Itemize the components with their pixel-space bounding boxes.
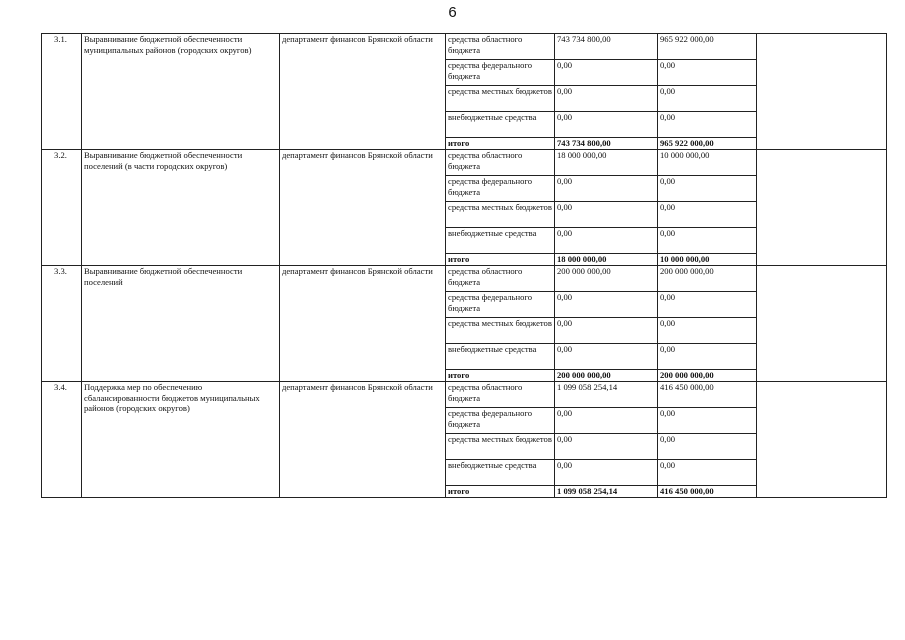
amount-year-2: 200 000 000,00 <box>658 266 757 292</box>
amount-year-1: 743 734 800,00 <box>555 138 658 150</box>
amount-year-2: 0,00 <box>658 112 757 138</box>
empty-column <box>757 382 887 498</box>
funding-source-label: внебюджетные средства <box>446 344 555 370</box>
amount-year-1: 0,00 <box>555 60 658 86</box>
empty-column <box>757 150 887 266</box>
amount-year-1: 0,00 <box>555 112 658 138</box>
funding-source-label: средства федерального бюджета <box>446 292 555 318</box>
funding-source-label: средства областного бюджета <box>446 382 555 408</box>
item-executor: департамент финансов Брянской области <box>280 382 446 498</box>
item-executor: департамент финансов Брянской области <box>280 34 446 150</box>
amount-year-2: 0,00 <box>658 408 757 434</box>
item-executor: департамент финансов Брянской области <box>280 150 446 266</box>
item-number: 3.2. <box>42 150 82 266</box>
amount-year-1: 0,00 <box>555 228 658 254</box>
item-number: 3.4. <box>42 382 82 498</box>
amount-year-2: 0,00 <box>658 228 757 254</box>
table-row <box>42 382 887 408</box>
funding-source-label: средства местных бюджетов <box>446 86 555 112</box>
amount-year-2: 0,00 <box>658 60 757 86</box>
table-row <box>42 266 887 292</box>
amount-year-1: 18 000 000,00 <box>555 254 658 266</box>
funding-source-label: средства местных бюджетов <box>446 318 555 344</box>
amount-year-2: 0,00 <box>658 434 757 460</box>
amount-year-2: 0,00 <box>658 460 757 486</box>
funding-source-label: средства областного бюджета <box>446 266 555 292</box>
amount-year-1: 1 099 058 254,14 <box>555 486 658 498</box>
amount-year-2: 10 000 000,00 <box>658 254 757 266</box>
funding-source-label: итого <box>446 254 555 266</box>
empty-column <box>757 34 887 150</box>
amount-year-2: 416 450 000,00 <box>658 382 757 408</box>
amount-year-2: 0,00 <box>658 176 757 202</box>
funding-source-label: средства местных бюджетов <box>446 434 555 460</box>
amount-year-2: 0,00 <box>658 318 757 344</box>
amount-year-1: 0,00 <box>555 434 658 460</box>
item-name: Выравнивание бюджетной обеспеченности поселений <box>82 266 280 382</box>
amount-year-2: 0,00 <box>658 344 757 370</box>
amount-year-1: 1 099 058 254,14 <box>555 382 658 408</box>
amount-year-2: 0,00 <box>658 292 757 318</box>
item-name: Выравнивание бюджетной обеспеченности муниципальных районов (городских округов) <box>82 34 280 150</box>
amount-year-1: 0,00 <box>555 292 658 318</box>
funding-source-label: средства областного бюджета <box>446 34 555 60</box>
amount-year-1: 0,00 <box>555 460 658 486</box>
funding-source-label: внебюджетные средства <box>446 228 555 254</box>
table-row <box>42 34 887 60</box>
funding-source-label: внебюджетные средства <box>446 460 555 486</box>
amount-year-1: 743 734 800,00 <box>555 34 658 60</box>
table-row <box>42 150 887 176</box>
funding-source-label: итого <box>446 370 555 382</box>
amount-year-1: 18 000 000,00 <box>555 150 658 176</box>
amount-year-2: 0,00 <box>658 86 757 112</box>
funding-source-label: внебюджетные средства <box>446 112 555 138</box>
amount-year-1: 200 000 000,00 <box>555 266 658 292</box>
funding-source-label: средства федерального бюджета <box>446 408 555 434</box>
amount-year-1: 200 000 000,00 <box>555 370 658 382</box>
funding-source-label: средства федерального бюджета <box>446 176 555 202</box>
budget-table-body <box>42 34 887 498</box>
amount-year-2: 0,00 <box>658 202 757 228</box>
funding-source-label: средства местных бюджетов <box>446 202 555 228</box>
amount-year-1: 0,00 <box>555 202 658 228</box>
funding-source-label: средства федерального бюджета <box>446 60 555 86</box>
amount-year-1: 0,00 <box>555 344 658 370</box>
item-number: 3.3. <box>42 266 82 382</box>
item-executor: департамент финансов Брянской области <box>280 266 446 382</box>
item-name: Поддержка мер по обеспечению сбалансированности бюджетов муниципальных районов (городских округов) <box>82 382 280 498</box>
item-name: Выравнивание бюджетной обеспеченности поселений (в части городских округов) <box>82 150 280 266</box>
amount-year-2: 965 922 000,00 <box>658 34 757 60</box>
funding-source-label: средства областного бюджета <box>446 150 555 176</box>
page-number: 6 <box>448 4 457 21</box>
amount-year-1: 0,00 <box>555 318 658 344</box>
amount-year-2: 10 000 000,00 <box>658 150 757 176</box>
amount-year-1: 0,00 <box>555 176 658 202</box>
amount-year-2: 965 922 000,00 <box>658 138 757 150</box>
amount-year-2: 200 000 000,00 <box>658 370 757 382</box>
funding-source-label: итого <box>446 486 555 498</box>
amount-year-1: 0,00 <box>555 86 658 112</box>
empty-column <box>757 266 887 382</box>
amount-year-2: 416 450 000,00 <box>658 486 757 498</box>
funding-source-label: итого <box>446 138 555 150</box>
item-number: 3.1. <box>42 34 82 150</box>
amount-year-1: 0,00 <box>555 408 658 434</box>
budget-table <box>41 33 887 498</box>
